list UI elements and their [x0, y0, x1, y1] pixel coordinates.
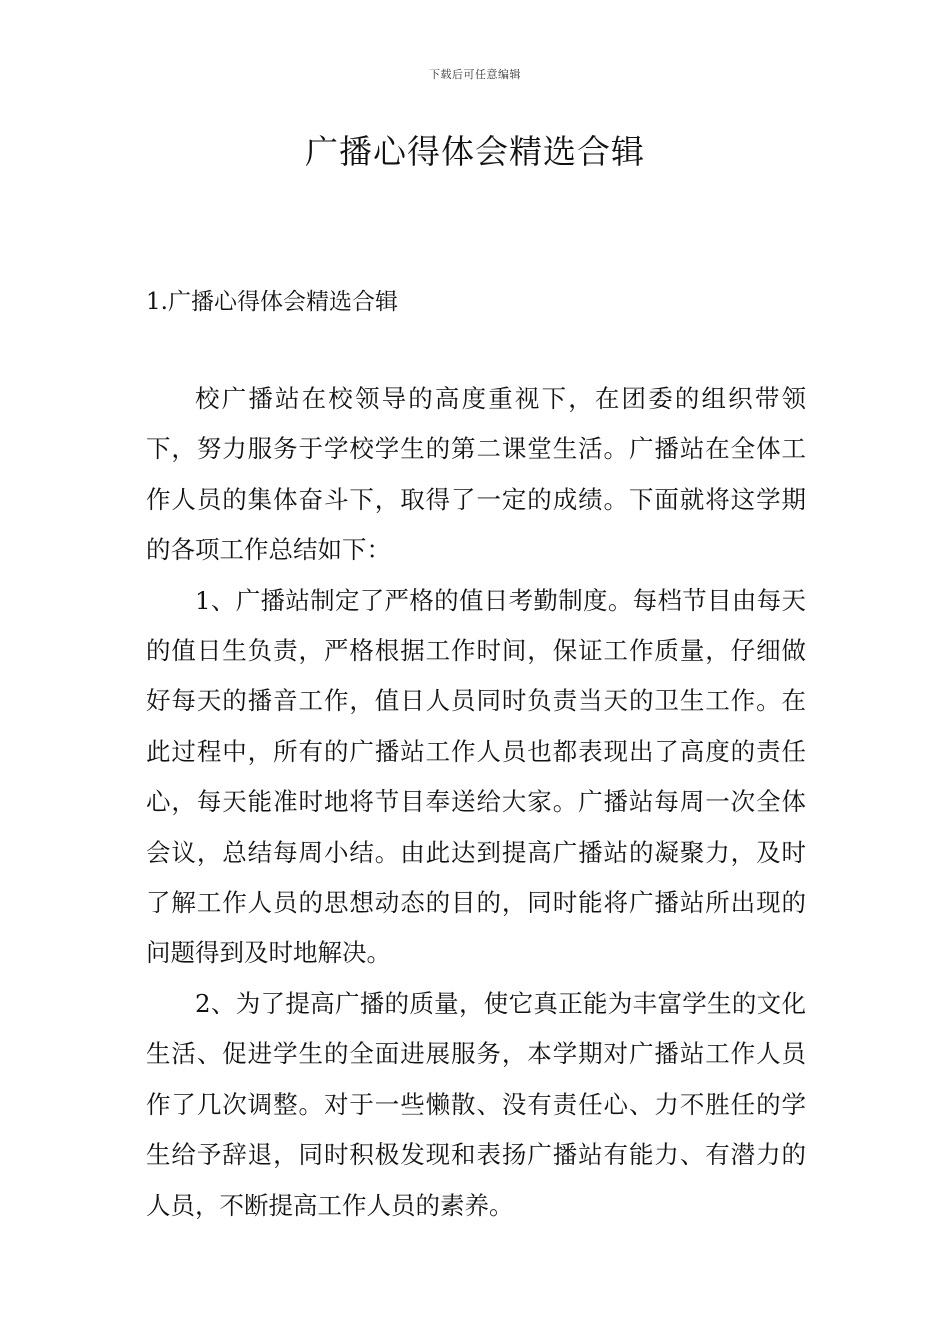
document-title: 广播心得体会精选合辑 — [305, 132, 645, 171]
section-heading: 1.广播心得体会精选合辑 — [146, 289, 398, 315]
header-note: 下载后可任意编辑 — [429, 68, 521, 81]
document-body — [146, 374, 806, 1231]
paragraph-item-2: 2、为了提高广播的质量，使它真正能为丰富学生的文化生活、促进学生的全面进展服务，本学期对广播站工作人员作了几次调整。对于一些懒散、没有责任心、力不胜任的学生给予辞退，同时积极发现和表扬广播站有能力、有潜力的人员，不断提高工作人员的素养。 — [146, 988, 806, 1220]
paragraph-intro: 校广播站在校领导的高度重视下，在团委的组织带领下，努力服务于学校学生的第二课堂生活。广播站在全体工作人员的集体奋斗下，取得了一定的成绩。下面就将这学期的各项工作总结如下： — [146, 384, 806, 565]
paragraph-item-1: 1、广播站制定了严格的值日考勤制度。每档节目由每天的值日生负责，严格根据工作时间，保证工作质量，仔细做好每天的播音工作，值日人员同时负责当天的卫生工作。在此过程中，所有的广播站工作人员也都表现出了高度的责任心，每天能准时地将节目奉送给大家。广播站每周一次全体会议，总结每周小结。由此达到提高广播站的凝聚力，及时了解工作人员的思想动态的目的，同时能将广播站所出现的问题得到及时地解决。 — [146, 585, 806, 968]
